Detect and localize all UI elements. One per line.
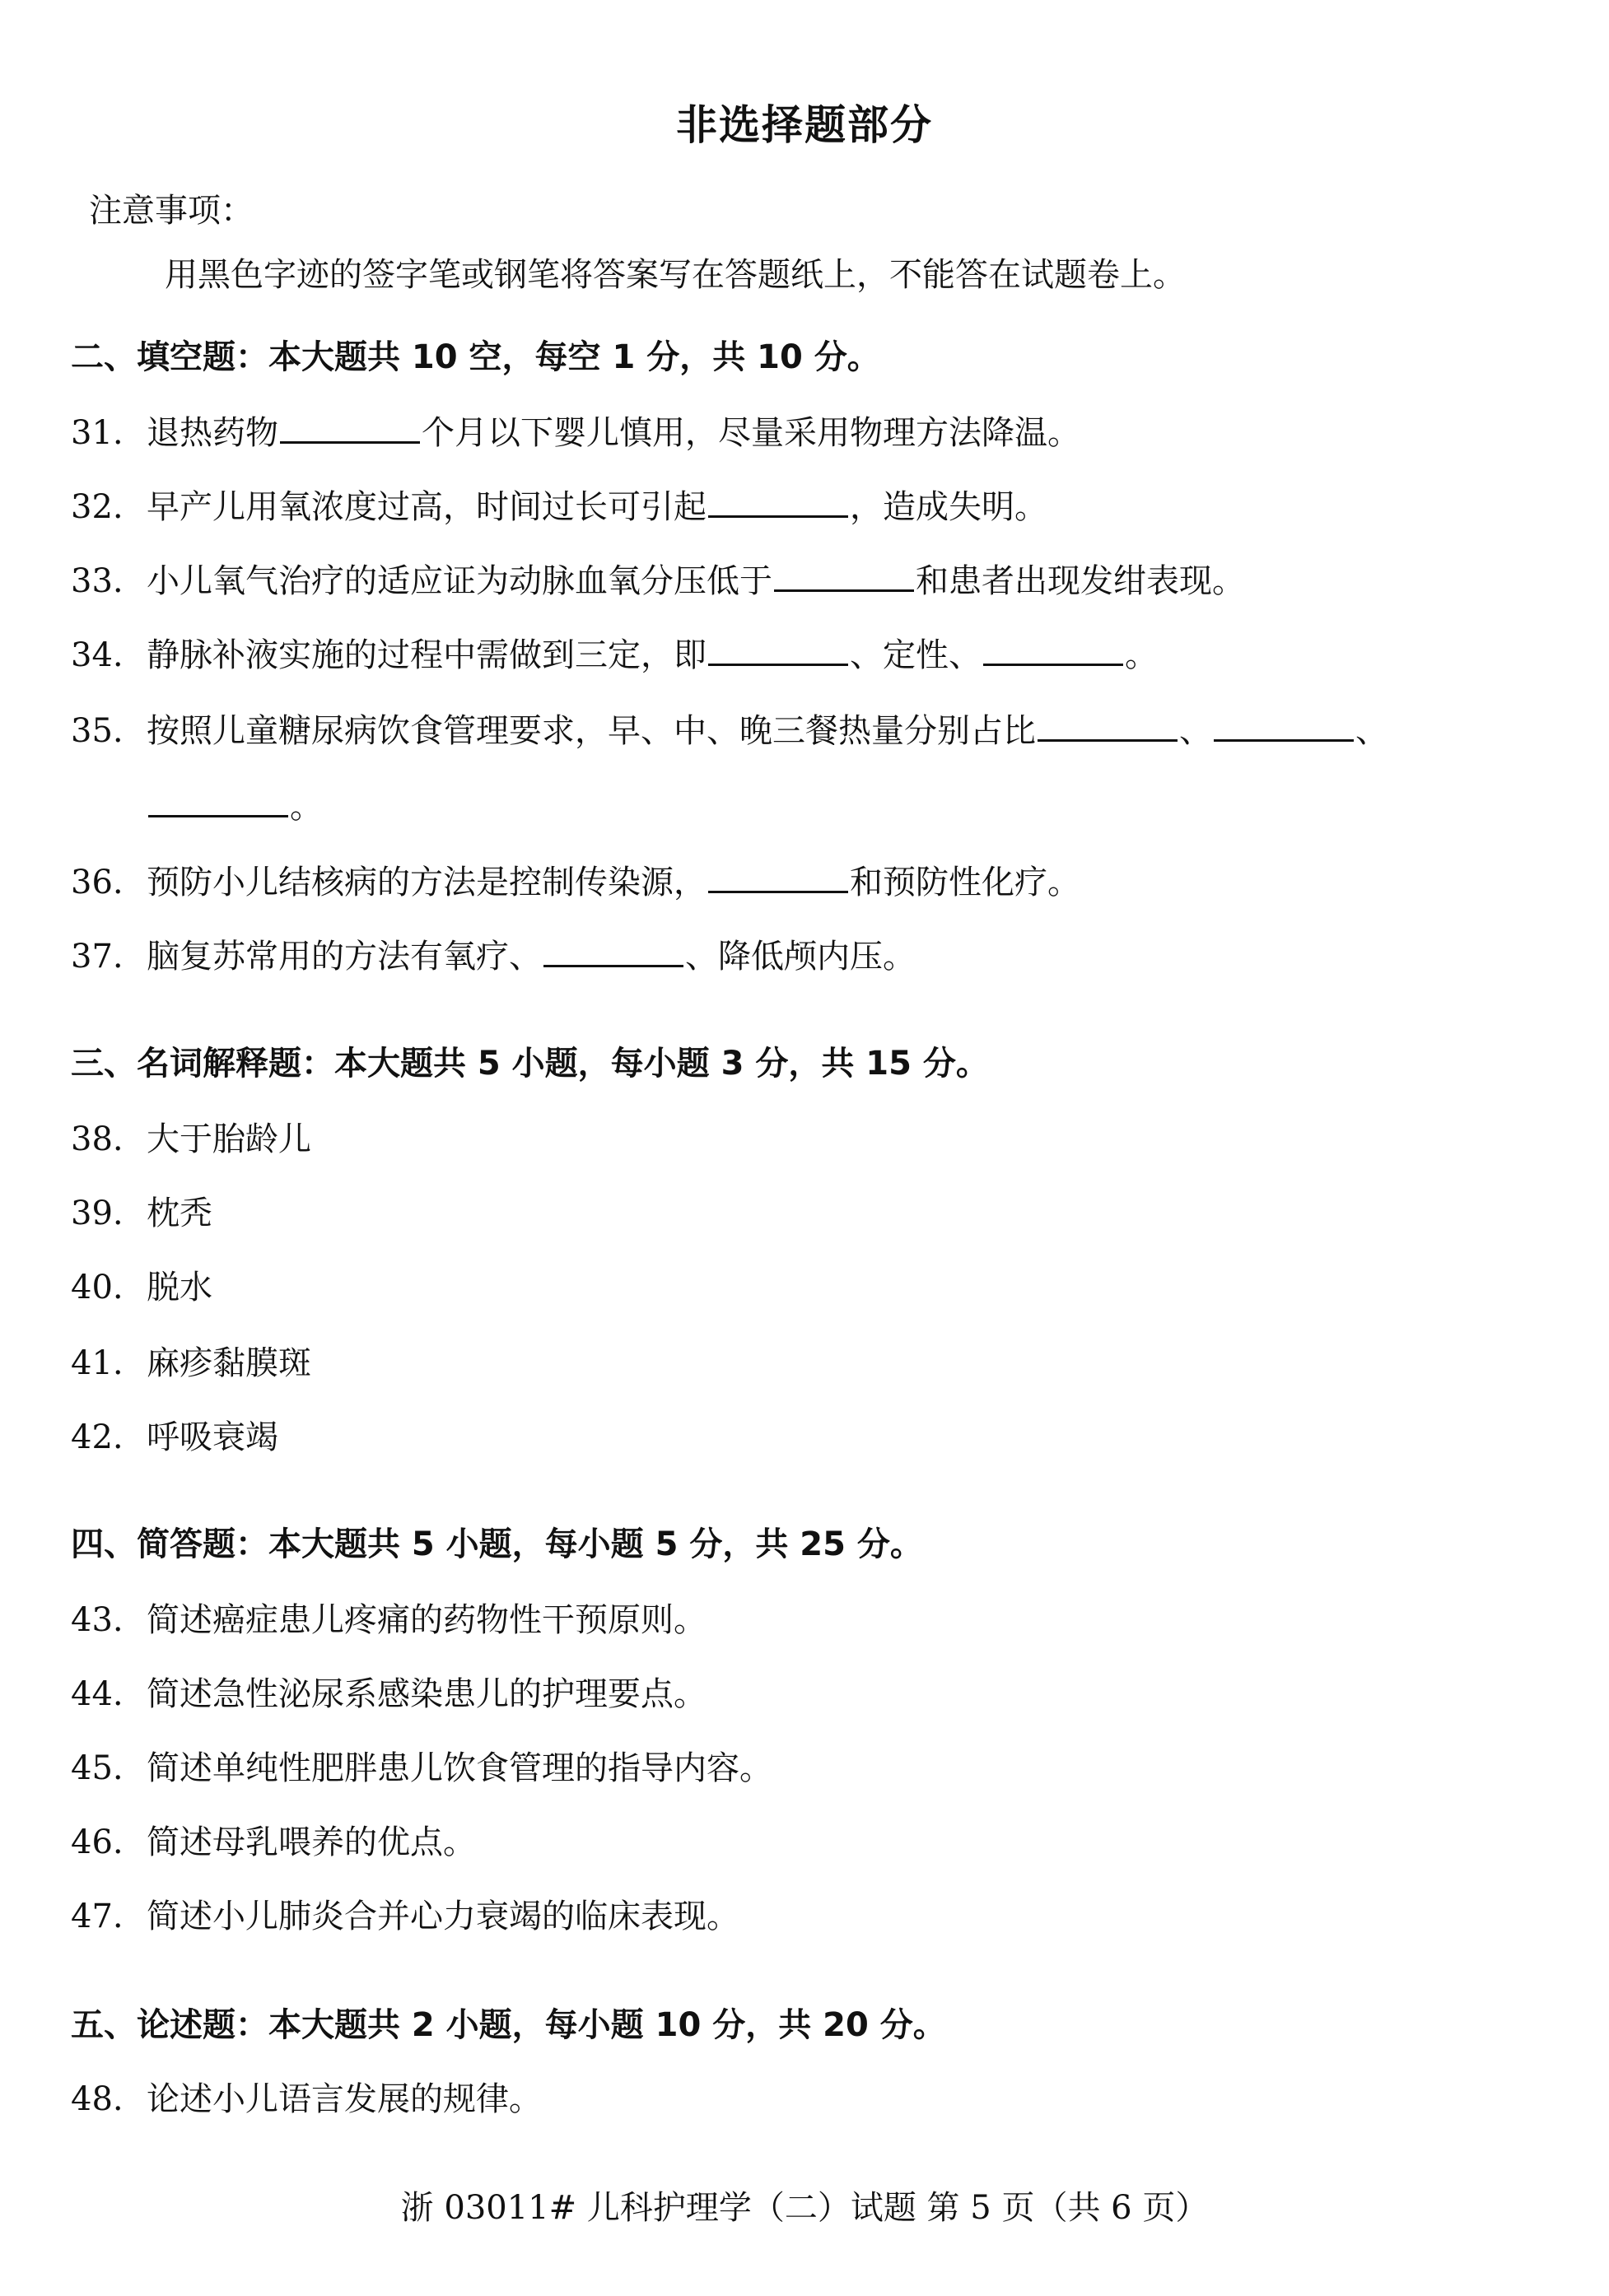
answer-blank bbox=[148, 787, 288, 817]
section-3-heading: 三、名词解释题：本大题共 5 小题，每小题 3 分，共 15 分。 bbox=[71, 1045, 989, 1083]
question-number: 45. bbox=[71, 1749, 124, 1787]
notice-text: 用黑色字迹的签字笔或钢笔将答案写在答题纸上，不能答在试题卷上。 bbox=[165, 256, 1186, 294]
question-text: 、降低颅内压。 bbox=[685, 938, 916, 976]
answer-blank bbox=[543, 937, 683, 967]
answer-blank bbox=[708, 487, 848, 518]
question-text: 、 bbox=[1355, 712, 1388, 750]
question-number: 43. bbox=[71, 1601, 124, 1639]
question-38 bbox=[71, 1118, 311, 1161]
question-text: 论述小儿语言发展的规律。 bbox=[147, 2080, 542, 2118]
question-42 bbox=[71, 1416, 278, 1459]
question-number: 44. bbox=[71, 1675, 124, 1713]
question-39 bbox=[71, 1192, 212, 1235]
section-2-heading: 二、填空题：本大题共 10 空，每空 1 分，共 10 分。 bbox=[71, 338, 880, 376]
question-text: 枕秃 bbox=[147, 1195, 212, 1232]
answer-blank bbox=[708, 863, 848, 893]
question-text: 和患者出现发绀表现。 bbox=[916, 562, 1245, 600]
question-text: 简述母乳喂养的优点。 bbox=[147, 1823, 476, 1861]
question-48 bbox=[71, 2078, 542, 2121]
question-text: 小儿氧气治疗的适应证为动脉血氧分压低于 bbox=[147, 562, 772, 600]
question-number: 46. bbox=[71, 1823, 124, 1861]
question-text: 简述单纯性肥胖患儿饮食管理的指导内容。 bbox=[147, 1749, 772, 1787]
question-text: 预防小儿结核病的方法是控制传染源， bbox=[147, 864, 707, 901]
question-number: 38. bbox=[71, 1120, 124, 1158]
question-number: 31. bbox=[71, 414, 124, 452]
answer-blank bbox=[983, 636, 1123, 666]
question-47 bbox=[71, 1895, 739, 1938]
question-36 bbox=[71, 861, 1080, 904]
question-33 bbox=[71, 560, 1245, 603]
section-4-heading: 四、简答题：本大题共 5 小题，每小题 5 分，共 25 分。 bbox=[71, 1525, 923, 1563]
question-number: 48. bbox=[71, 2080, 124, 2118]
section-5-heading: 五、论述题：本大题共 2 小题，每小题 10 分，共 20 分。 bbox=[71, 2006, 946, 2044]
question-text: 简述癌症患儿疼痛的药物性干预原则。 bbox=[147, 1601, 707, 1639]
question-text: 脱水 bbox=[147, 1269, 212, 1306]
question-number: 32. bbox=[71, 488, 124, 526]
question-45 bbox=[71, 1747, 772, 1790]
question-number: 34. bbox=[71, 636, 124, 674]
question-number: 33. bbox=[71, 562, 124, 600]
page-footer: 浙 03011# 儿科护理学（二）试题 第 5 页（共 6 页） bbox=[400, 2189, 1209, 2227]
question-text: 麻疹黏膜斑 bbox=[147, 1344, 311, 1382]
question-46 bbox=[71, 1821, 476, 1864]
question-text: 。 bbox=[1125, 636, 1158, 674]
question-34 bbox=[71, 634, 1158, 677]
notice-label: 注意事项： bbox=[89, 192, 254, 230]
question-text: 退热药物 bbox=[147, 414, 278, 452]
answer-blank bbox=[1214, 711, 1354, 742]
question-text: 、 bbox=[1179, 712, 1212, 750]
answer-blank bbox=[1038, 711, 1178, 742]
question-35 bbox=[71, 710, 1388, 752]
question-text: 和预防性化疗。 bbox=[850, 864, 1080, 901]
question-number: 40. bbox=[71, 1269, 124, 1306]
question-35-continued bbox=[147, 785, 323, 828]
question-number: 36. bbox=[71, 864, 124, 901]
question-text: 。 bbox=[290, 788, 323, 826]
question-text: 简述急性泌尿系感染患儿的护理要点。 bbox=[147, 1675, 707, 1713]
question-text: 简述小儿肺炎合并心力衰竭的临床表现。 bbox=[147, 1898, 739, 1935]
answer-blank bbox=[280, 413, 420, 444]
question-text: 呼吸衰竭 bbox=[147, 1418, 278, 1456]
answer-blank bbox=[708, 636, 848, 666]
question-number: 41. bbox=[71, 1344, 124, 1382]
page-title: 非选择题部分 bbox=[676, 101, 933, 149]
question-text: 脑复苏常用的方法有氧疗、 bbox=[147, 938, 542, 976]
question-43 bbox=[71, 1599, 707, 1642]
question-text: 按照儿童糖尿病饮食管理要求，早、中、晚三餐热量分别占比 bbox=[147, 712, 1036, 750]
question-44 bbox=[71, 1673, 707, 1716]
question-number: 35. bbox=[71, 712, 124, 750]
question-40 bbox=[71, 1266, 212, 1309]
question-number: 39. bbox=[71, 1195, 124, 1232]
question-number: 47. bbox=[71, 1898, 124, 1935]
question-text: 静脉补液实施的过程中需做到三定，即 bbox=[147, 636, 707, 674]
question-text: 个月以下婴儿慎用，尽量采用物理方法降温。 bbox=[422, 414, 1080, 452]
question-text: ，造成失明。 bbox=[850, 488, 1047, 526]
question-41 bbox=[71, 1342, 311, 1385]
answer-blank bbox=[774, 561, 914, 592]
question-number: 42. bbox=[71, 1418, 124, 1456]
question-31 bbox=[71, 412, 1080, 454]
question-32 bbox=[71, 486, 1047, 529]
question-37 bbox=[71, 935, 916, 978]
question-text: 大于胎龄儿 bbox=[147, 1120, 311, 1158]
question-text: 早产儿用氧浓度过高，时间过长可引起 bbox=[147, 488, 707, 526]
question-number: 37. bbox=[71, 938, 124, 976]
question-text: 、定性、 bbox=[850, 636, 982, 674]
